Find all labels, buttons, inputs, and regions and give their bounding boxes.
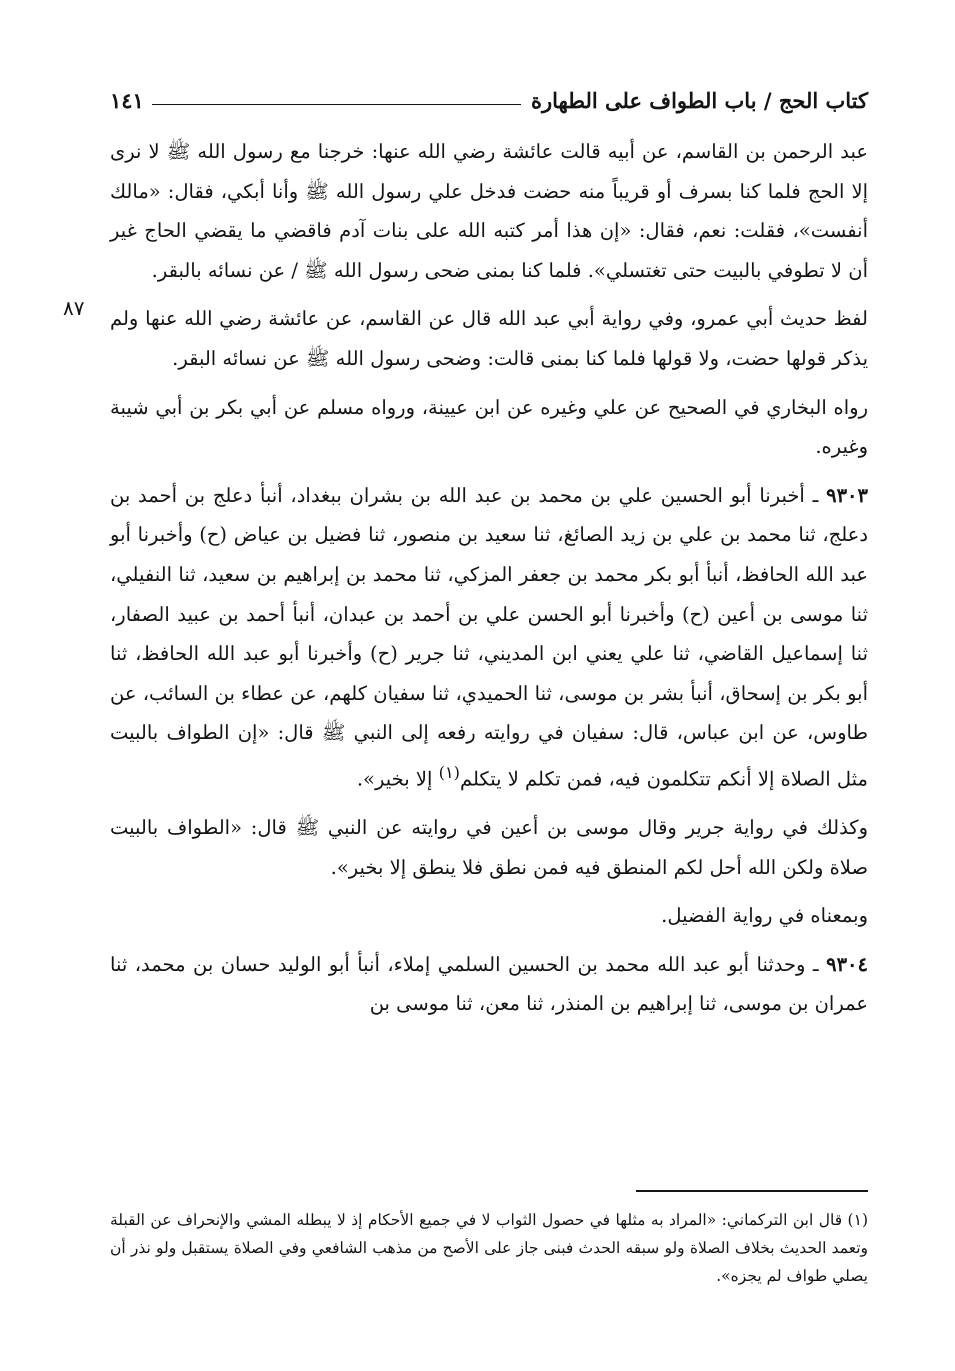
footnote-marker[interactable]: (١) bbox=[438, 762, 460, 782]
running-title: كتاب الحج / باب الطواف على الطهارة bbox=[531, 87, 868, 113]
paragraph-1: عبد الرحمن بن القاسم، عن أبيه قالت عائشة رضي الله عنها: خرجنا مع رسول الله ﷺ لا نرى إلا الحج فلما كنا بسرف أو قريباً منه حضت فدخل علي رسول الله ﷺ وأنا أبكي، فقال: «مالك أنفست»، فقلت: نعم، فقال: «إن هذا أمر كتبه الله على بنات آدم فاقضي ما يقضي الحاج غير أن لا تطوفي بالبيت حتى تغتسلي». فلما كنا بمنى ضحى رسول الله ﷺ / عن نسائه بالبقر. bbox=[110, 140, 868, 282]
paragraph-3: رواه البخاري في الصحيح عن علي وغيره عن ابن عيينة، ورواه مسلم عن أبي بكر بن أبي شيبة وغيره. bbox=[110, 395, 868, 459]
main-text bbox=[110, 132, 868, 1033]
running-header bbox=[110, 80, 868, 120]
paragraph-after-2: وبمعناه في رواية الفضيل. bbox=[661, 904, 868, 928]
hadith-number: ٩٣٠٣ bbox=[826, 483, 868, 507]
paragraph-after-1: وكذلك في رواية جرير وقال موسى بن أعين في روايته عن النبي ﷺ قال: «الطواف بالبيت صلاة ولكن الله أحل لكم المنطق فيه فمن نطق فلا ينطق إلا بخير». bbox=[110, 816, 868, 879]
footnote-1: (١) قال ابن التركماني: «المراد به مثلها في حصول الثواب لا في جميع الأحكام إذ لا يبطله المشي والإنحراف عن القبلة وتعمد الحديث بخلاف الصلاة ولو سبقه الحدث فبنى جاز على الأصح من مذهب الشافعي وفي الصلاة يستقبل ولو نذر أن يصلي طواف لم يجزه». bbox=[110, 1211, 868, 1285]
hadith-text: ـ وحدثنا أبو عبد الله محمد بن الحسين السلمي إملاء، أنبأ أبو الوليد حسان بن محمد، ثنا عمران بن موسى، ثنا إبراهيم بن المنذر، ثنا معن، ثنا موسى بن bbox=[110, 952, 868, 1016]
header-rule bbox=[152, 104, 521, 105]
hadith-number: ٩٣٠٤ bbox=[826, 952, 869, 976]
hadith-text-end: إلا بخير». bbox=[356, 767, 439, 791]
hadith-text: ـ أخبرنا أبو الحسين علي بن محمد بن عبد الله بن بشران ببغداد، أنبأ دعلج بن أحمد بن دعلج، ثنا محمد بن علي بن زيد الصائغ، ثنا سعيد بن منصور، ثنا فضيل بن عياض (ح) وأخبرنا أبو عبد الله الحافظ، أنبأ أبو بكر محمد بن جعفر المزكي، ثنا محمد بن إبراهيم بن سعيد، ثنا النفيلي، ثنا موسى بن أعين (ح) وأخبرنا أبو الحسن علي بن أحمد بن عبدان، أنبأ أحمد بن عبيد الصفار، ثنا إسماعيل القاضي، ثنا علي يعني ابن المديني، ثنا جرير (ح) وأخبرنا أبو عبد الله الحافظ، ثنا أبو بكر بن إسحاق، أنبأ بشر بن موسى، ثنا الحميدي، ثنا سفيان كلهم، عن عطاء بن السائب، عن طاوس، عن ابن عباس، قال: سفيان في روايته رفعه إلى النبي ﷺ قال: «إن الطواف بالبيت مثل الصلاة إلا أنكم تتكلمون فيه، فمن تكلم لا يتكلم bbox=[110, 483, 868, 791]
footnote-rule bbox=[636, 1190, 868, 1192]
hadith-9304 bbox=[110, 945, 868, 1024]
margin-reference: ٨٧ bbox=[63, 296, 85, 320]
hadith-9303 bbox=[110, 476, 868, 799]
paragraph-2: لفظ حديث أبي عمرو، وفي رواية أبي عبد الله قال عن القاسم، عن عائشة رضي الله عنها ولم يذكر قولها حضت، ولا قولها فلما كنا بمنى قالت: وضحى رسول الله ﷺ عن نسائه البقر. bbox=[110, 307, 868, 370]
footnotes bbox=[110, 1206, 868, 1290]
page-number: ١٤١ bbox=[110, 87, 144, 113]
